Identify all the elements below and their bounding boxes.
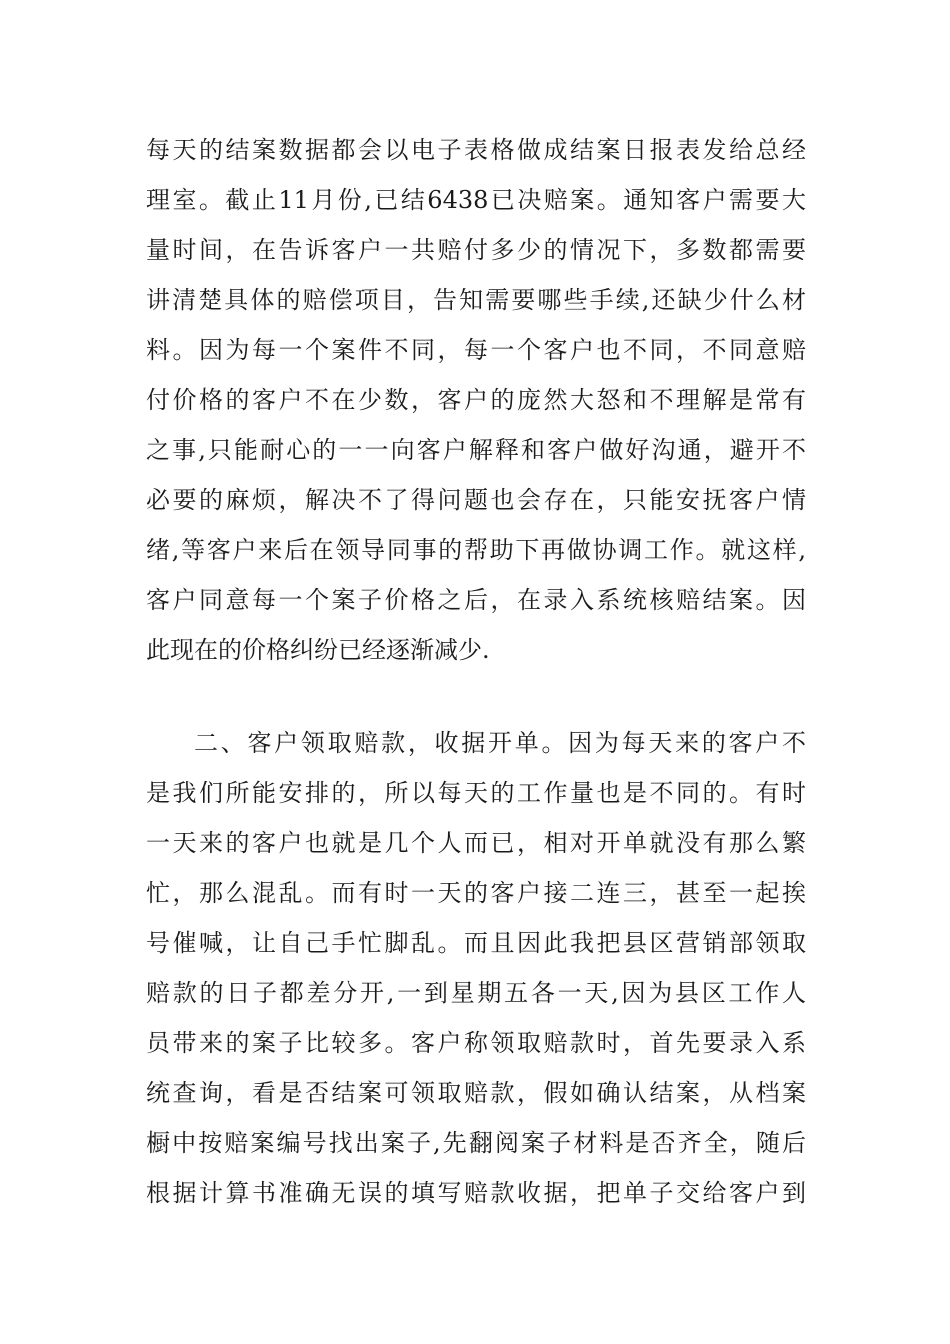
text-line: 之事,只能耐心的一一向客户解释和客户做好沟通，避开不 bbox=[146, 436, 806, 464]
text-line: 统查询，看是否结案可领取赔款，假如确认结案，从档案 bbox=[146, 1079, 806, 1107]
text-line: 讲清楚具体的赔偿项目，告知需要哪些手续,还缺少什么材 bbox=[146, 286, 806, 314]
text-line: 料。因为每一个案件不同，每一个客户也不同，不同意赔 bbox=[146, 336, 806, 364]
text-line: 根据计算书准确无误的填写赔款收据，把单子交给客户到 bbox=[146, 1179, 806, 1207]
text-line: 付价格的客户不在少数，客户的庞然大怒和不理解是常有 bbox=[146, 386, 806, 414]
text-line: 客户同意每一个案子价格之后，在录入系统核赔结案。因 bbox=[146, 586, 806, 614]
text-line: 量时间，在告诉客户一共赔付多少的情况下，多数都需要 bbox=[146, 236, 806, 264]
paragraph-claim-payment bbox=[146, 718, 806, 1218]
text-line: 一天来的客户也就是几个人而已，相对开单就没有那么繁 bbox=[146, 829, 806, 857]
text-line: 每天的结案数据都会以电子表格做成结案日报表发给总经 bbox=[146, 136, 806, 164]
paragraph-claims-settlement bbox=[146, 125, 806, 675]
text-line: 是我们所能安排的，所以每天的工作量也是不同的。有时 bbox=[146, 779, 806, 807]
text-line: 绪,等客户来后在领导同事的帮助下再做协调工作。就这样, bbox=[146, 536, 806, 564]
text-line: 忙，那么混乱。而有时一天的客户接二连三，甚至一起挨 bbox=[146, 879, 806, 907]
text-line: 号催喊，让自己手忙脚乱。而且因此我把县区营销部领取 bbox=[146, 929, 806, 957]
text-line-first: 二、客户领取赔款，收据开单。因为每天来的客户不 bbox=[194, 729, 806, 757]
text-line-last: 此现在的价格纠纷已经逐渐减少. bbox=[146, 636, 490, 664]
text-line: 员带来的案子比较多。客户称领取赔款时，首先要录入系 bbox=[146, 1029, 806, 1057]
text-line: 必要的麻烦，解决不了得问题也会存在，只能安抚客户情 bbox=[146, 486, 806, 514]
text-line: 赔款的日子都差分开,一到星期五各一天,因为县区工作人 bbox=[146, 979, 806, 1007]
text-line: 理室。截止11月份,已结6438已决赔案。通知客户需要大 bbox=[146, 186, 806, 214]
text-line: 橱中按赔案编号找出案子,先翻阅案子材料是否齐全，随后 bbox=[146, 1129, 806, 1157]
